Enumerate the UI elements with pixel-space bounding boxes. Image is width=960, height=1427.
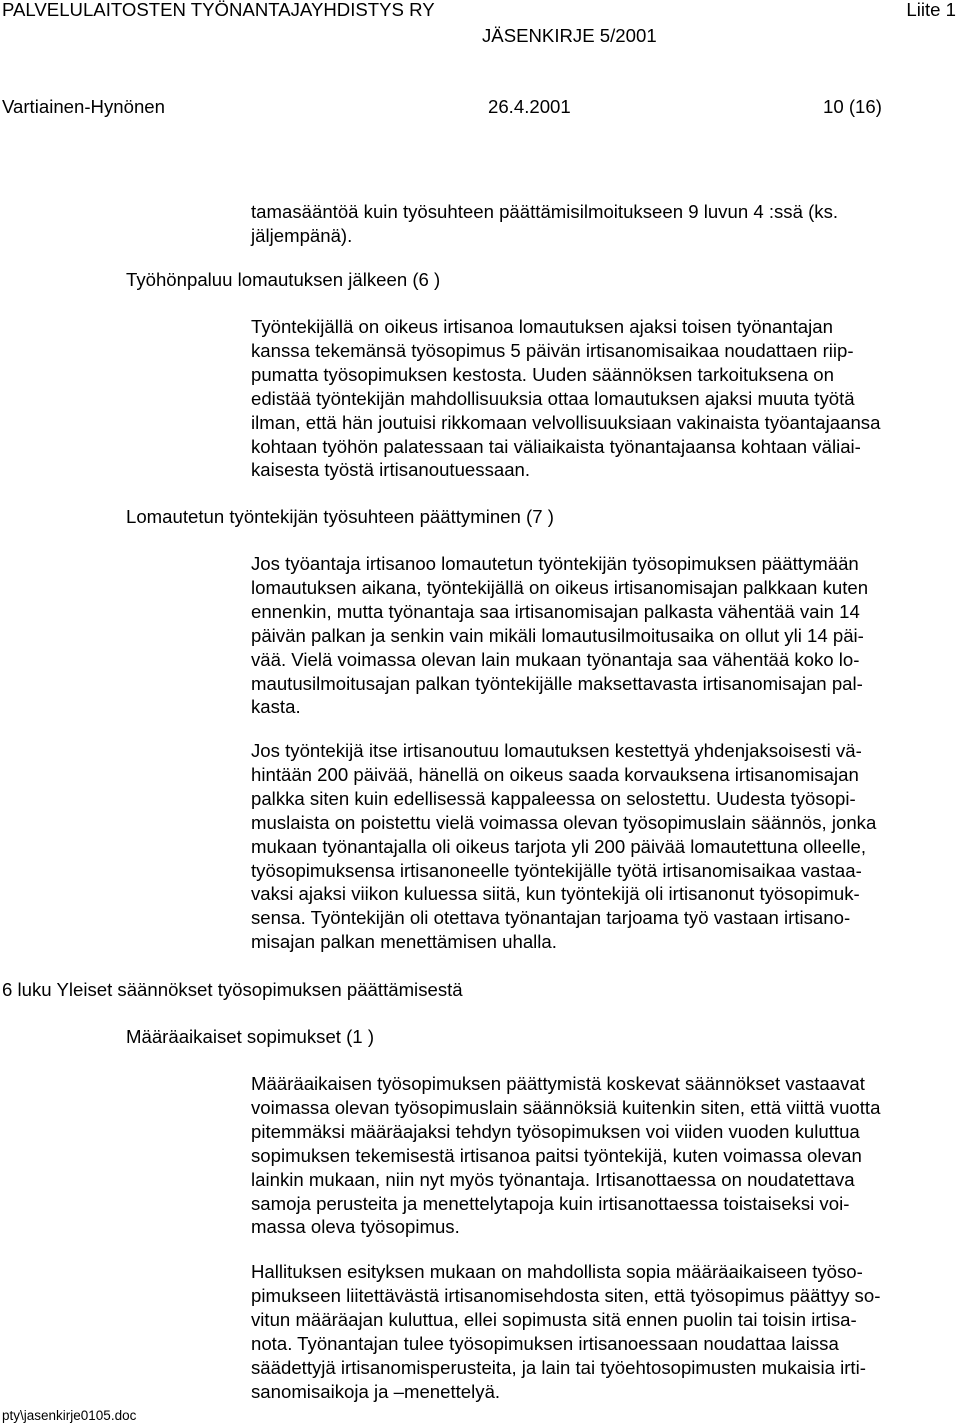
- text-line: vaksi ajaksi viikon kuluessa siitä, kun työntekijä oli irtisanonut työsopimuk-: [251, 883, 860, 905]
- page-number: 10 (16): [823, 96, 882, 117]
- text-line: sensa. Työntekijän oli otettava työnantajan tarjoama työ vastaan irtisano-: [251, 907, 851, 929]
- text-line: mautusilmoitusajan palkan työntekijälle maksettavasta irtisanomisajan pal-: [251, 672, 863, 694]
- file-path: pty\jasenkirje0105.doc: [2, 1408, 137, 1423]
- text-line: edistää työntekijän mahdollisuuksia ottaa lomautuksen ajaksi muuta työtä: [251, 387, 855, 409]
- text-line: misajan palkan menettämisen uhalla.: [251, 931, 557, 953]
- section-body: [251, 1260, 960, 1403]
- text-line: tamasääntöä kuin työsuhteen päättämisilmoitukseen 9 luvun 4 :ssä (ks.: [251, 201, 839, 222]
- text-line: työsopimuksensa irtisanoneelle työntekijälle työtä irtisanomisaikaa vastaa-: [251, 859, 862, 881]
- text-line: ennenkin, mutta työnantaja saa irtisanomisajan palkasta vähentää vain 14: [251, 600, 860, 622]
- section-body: [251, 739, 960, 954]
- text-line: vää. Vielä voimassa olevan lain mukaan työnantaja saa vähentää koko lo-: [251, 648, 860, 670]
- paragraph: [251, 315, 960, 482]
- section-heading: Työhönpaluu lomautuksen jälkeen (6 ): [126, 269, 441, 290]
- text-line: ilman, että hän joutuisi rikkomaan velvollisuuksiaan vakinaista työantajaansa: [251, 411, 881, 433]
- text-line: pitemmäksi määräajaksi tehdyn työsopimuksen voi viiden vuoden kuluttua: [251, 1120, 860, 1142]
- text-line: muslaista on poistettu vielä voimassa olevan työsopimuslain säännös, jonka: [251, 811, 877, 833]
- section-body: [251, 315, 960, 482]
- organization-name: PALVELULAITOSTEN TYÖNANTAJAYHDISTYS RY: [2, 0, 435, 20]
- text-line: sanomisaikoja ja –menettelyä.: [251, 1380, 501, 1402]
- text-line: mukaan työnantajalla oli oikeus tarjota yli 200 päivää lomautettuna olleelle,: [251, 835, 867, 857]
- paragraph: [251, 1260, 960, 1403]
- paragraph: [251, 1072, 960, 1239]
- text-line: Työntekijällä on oikeus irtisanoa lomautuksen ajaksi toisen työnantajan: [251, 316, 833, 337]
- text-line: palkka siten kuin edellisessä kappaleessa on selostettu. Uudesta työsopi-: [251, 787, 856, 809]
- text-line: kohtaan työhön palatessaan tai väliaikaista työnantajaansa kohtaan väliai-: [251, 435, 861, 457]
- text-line: samoja perusteita ja menettelytapoja kuin irtisanottaessa toistaiseksi voi-: [251, 1192, 850, 1214]
- text-line: säädettyjä irtisanomisperusteita, ja lain tai työehtosopimusten mukaisia irti-: [251, 1356, 866, 1378]
- attachment-label: Liite 1: [906, 0, 956, 20]
- text-line: voimassa olevan työsopimuslain säännöksiä kuitenkin siten, että viittä vuotta: [251, 1096, 881, 1118]
- text-line: nota. Työnantajan tulee työsopimuksen irtisanoessaan noudattaa laissa: [251, 1332, 839, 1354]
- section-heading: Määräaikaiset sopimukset (1 ): [126, 1026, 375, 1047]
- text-line: pimukseen liitettävästä irtisanomisehdosta siten, että työsopimus päättyy so-: [251, 1284, 881, 1306]
- text-line: lainkin mukaan, niin nyt myös työnantaja. Irtisanottaessa on noudatettava: [251, 1168, 855, 1190]
- text-line: jäljempänä).: [251, 224, 353, 246]
- text-line: pumatta työsopimuksen kestosta. Uuden säännöksen tarkoituksena on: [251, 363, 834, 385]
- text-line: Jos työantaja irtisanoo lomautetun työntekijän työsopimuksen päättymään: [251, 553, 859, 574]
- intro-paragraph: [251, 200, 960, 248]
- text-line: kaisesta työstä irtisanoutuessaan.: [251, 459, 531, 481]
- text-line: Jos työntekijä itse irtisanoutuu lomautuksen kestettyä yhdenjaksoisesti vä-: [251, 740, 862, 761]
- section-body: [251, 552, 960, 719]
- text-line: sopimuksen tekemisestä irtisanoa paitsi työntekijä, kuten voimassa olevan: [251, 1144, 862, 1166]
- text-line: vitun määräajan kuluttua, ellei sopimusta sitä ennen puolin tai toisin irtisa-: [251, 1308, 857, 1330]
- paragraph: [251, 552, 960, 719]
- section-heading: Lomautetun työntekijän työsuhteen päättyminen (7 ): [126, 506, 554, 527]
- section-body: [251, 1072, 960, 1239]
- text-line: hintään 200 päivää, hänellä on oikeus saada korvauksena irtisanomisajan: [251, 763, 859, 785]
- author-name: Vartiainen-Hynönen: [2, 96, 165, 117]
- text-line: lomautuksen aikana, työntekijällä on oikeus irtisanomisajan palkkaan kuten: [251, 576, 869, 598]
- text-line: kasta.: [251, 696, 301, 718]
- text-line: päivän palkan ja senkin vain mikäli lomautusilmoitusaika on ollut yli 14 päi-: [251, 624, 864, 646]
- text-line: Hallituksen esityksen mukaan on mahdollista sopia määräaikaiseen työso-: [251, 1261, 863, 1282]
- paragraph: [251, 739, 960, 954]
- text-line: Määräaikaisen työsopimuksen päättymistä koskevat säännökset vastaavat: [251, 1073, 865, 1094]
- document-date: 26.4.2001: [488, 96, 571, 117]
- chapter-heading: 6 luku Yleiset säännökset työsopimuksen päättämisestä: [2, 979, 463, 1000]
- text-line: massa oleva työsopimus.: [251, 1216, 460, 1238]
- text-line: kanssa tekemänsä työsopimus 5 päivän irtisanomisaikaa noudattaen riip-: [251, 339, 854, 361]
- letter-number: JÄSENKIRJE 5/2001: [482, 25, 657, 46]
